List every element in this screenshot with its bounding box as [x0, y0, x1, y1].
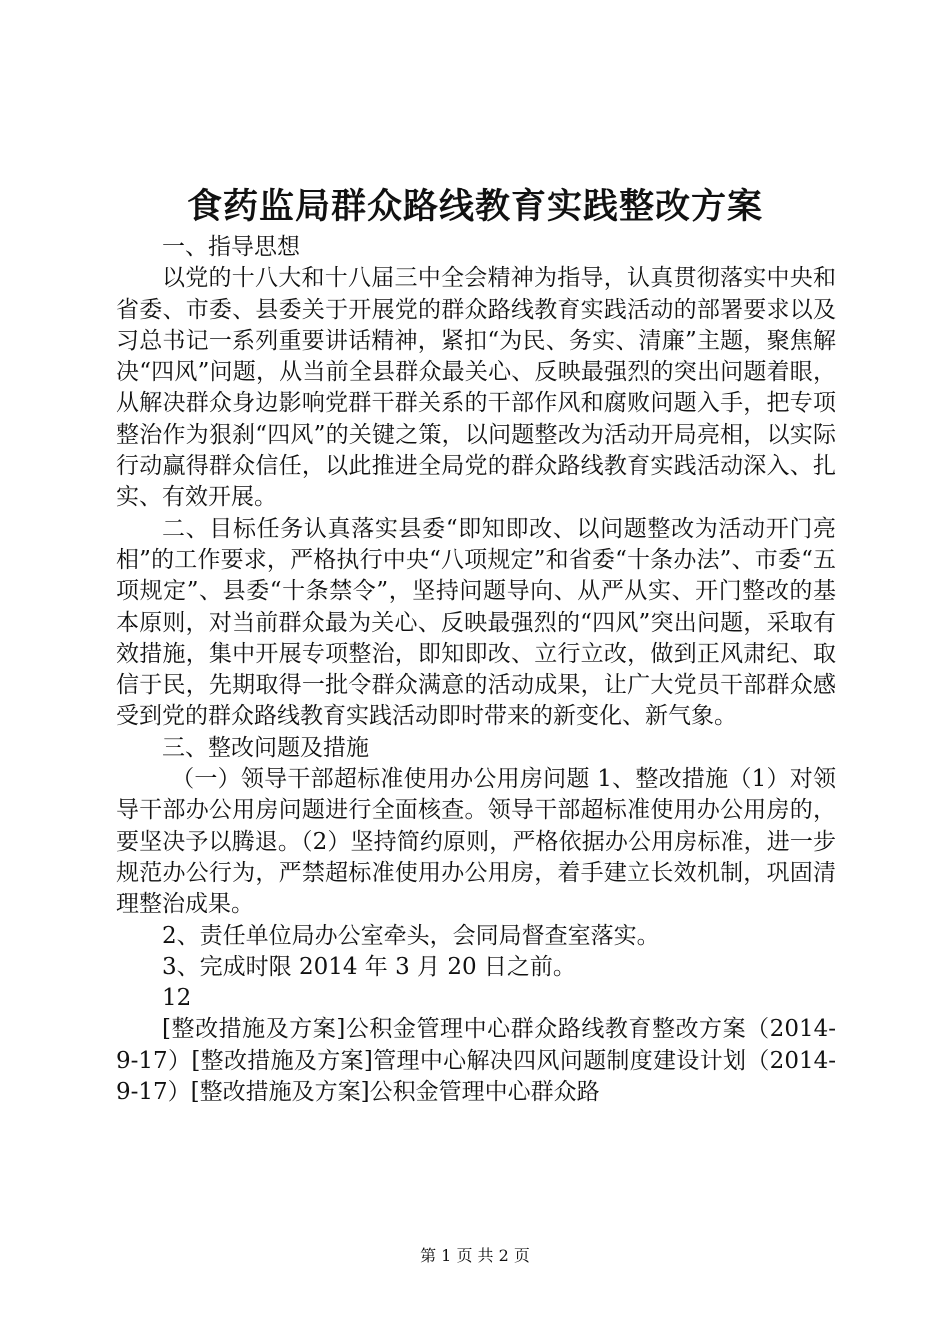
- section-heading-guiding-ideology: 一、指导思想: [162, 234, 300, 260]
- paragraph-objectives: 二、目标任务认真落实县委“即知即改、以问题整改为活动开门亮相”的工作要求，严格执行中央“八项规定”和省委“十条办法”、市委“五项规定”、县委“十条禁令”，坚持问题导向、从严从实、开门整改的基本原则，对当前群众最为关心、反映最强烈的“四风”突出问题，采取有效措施，集中开展专项整治，即知即改、立行立改，做到正风肃纪、取信于民，先期取得一批令群众满意的活动成果，让广大党员干部群众感受到党的群众路线教育实践活动即时带来的新变化、新气象。: [116, 515, 836, 730]
- document-title: 食药监局群众路线教育实践整改方案: [186, 186, 763, 227]
- paragraph-number: 12: [162, 985, 192, 1012]
- document-body: [116, 232, 836, 1108]
- paragraph-related-links: [整改措施及方案]公积金管理中心群众路线教育整改方案（2014-9-17）[整改措施及方案]管理中心解决四风问题制度建设计划（2014-9-17）[整改措施及方案]公积金管理中心群众路: [116, 1016, 836, 1106]
- paragraph-deadline: 3、完成时限 2014 年 3 月 20 日之前。: [162, 953, 576, 980]
- paragraph-office-space-issue: （一）领导干部超标准使用办公用房问题 1、整改措施（1）对领导干部办公用房问题进行全面核查。领导干部超标准使用办公用房的，要坚决予以腾退。（2）坚持简约原则，严格依据办公用房标准，进一步规范办公行为，严禁超标准使用办公用房，着手建立长效机制，巩固清理整治成果。: [116, 766, 836, 918]
- paragraph-responsible-unit: 2、责任单位局办公室牵头，会同局督查室落实。: [162, 922, 660, 949]
- page-footer: 第 1 页 共 2 页: [420, 1246, 530, 1265]
- section-heading-rectification: 三、整改问题及措施: [162, 734, 369, 761]
- paragraph-guiding-ideology: 以党的十八大和十八届三中全会精神为指导，认真贯彻落实中央和省委、市委、县委关于开展党的群众路线教育实践活动的部署要求以及习总书记一系列重要讲话精神，紧扣“为民、务实、清廉”主题，聚焦解决“四风”问题，从当前全县群众最关心、反映最强烈的突出问题着眼，从解决群众身边影响党群干群关系的干部作风和腐败问题入手，把专项整治作为狠刹“四风”的关键之策，以问题整改为活动开局亮相，以实际行动赢得群众信任，以此推进全局党的群众路线教育实践活动深入、扎实、有效开展。: [116, 265, 836, 511]
